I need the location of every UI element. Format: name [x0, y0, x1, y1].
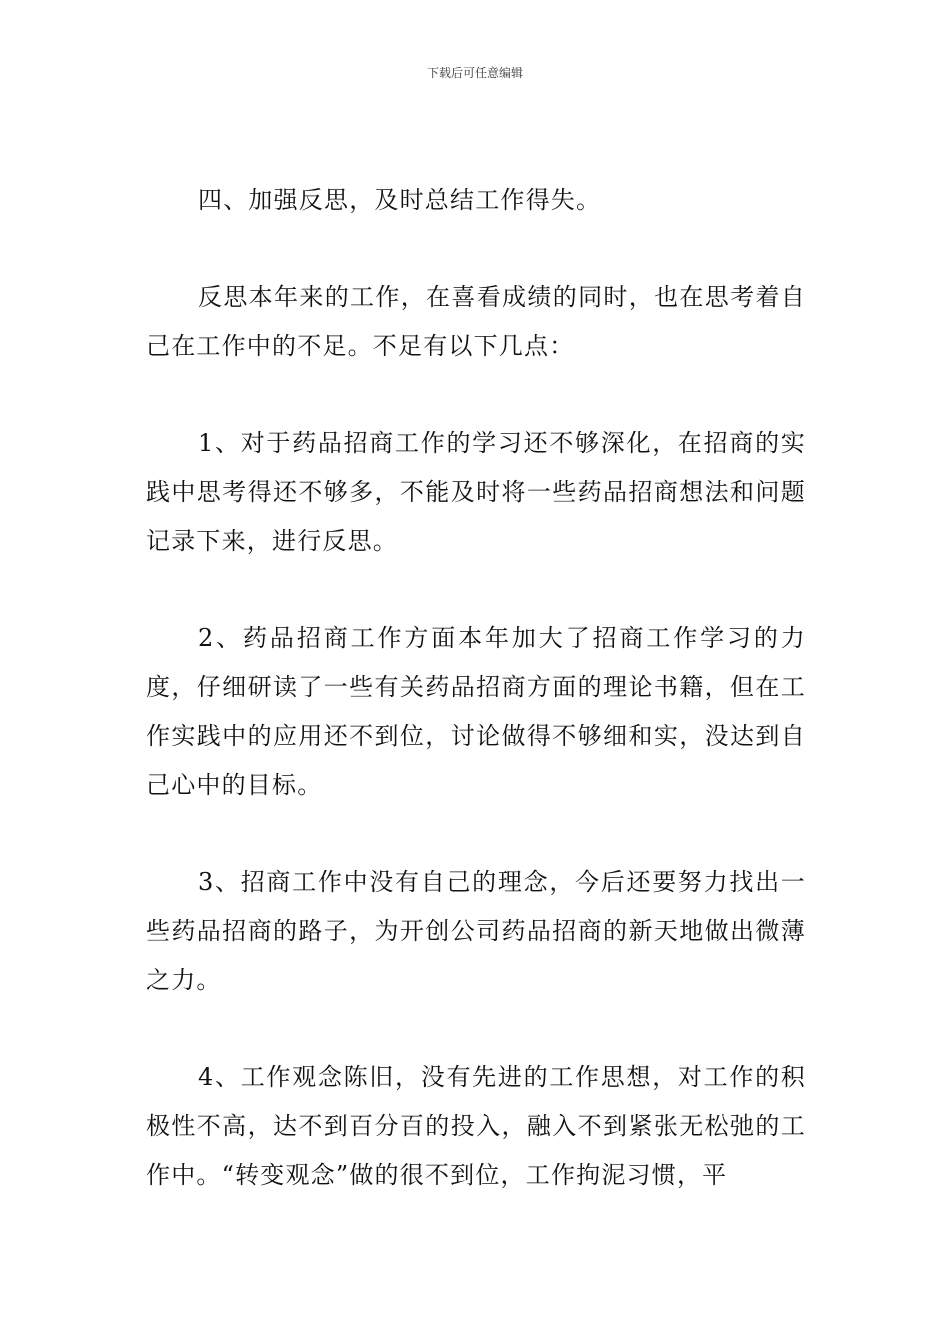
paragraph-item-4: 4、工作观念陈旧，没有先进的工作思想，对工作的积极性不高，达不到百分百的投入，融入不到紧张无松弛的工作中。“转变观念”做的很不到位，工作拘泥习惯，平 [146, 1063, 806, 1189]
paragraph-item-1: 1、对于药品招商工作的学习还不够深化，在招商的实践中思考得还不够多，不能及时将一些药品招商想法和问题记录下来，进行反思。 [146, 429, 806, 555]
paragraph-item-2: 2、药品招商工作方面本年加大了招商工作学习的力度，仔细研读了一些有关药品招商方面的理论书籍，但在工作实践中的应用还不到位，讨论做得不够细和实，没达到自己心中的目标。 [146, 624, 806, 799]
paragraph-intro: 反思本年来的工作，在喜看成绩的同时，也在思考着自己在工作中的不足。不足有以下几点： [146, 283, 806, 360]
paragraph-item-3: 3、招商工作中没有自己的理念，今后还要努力找出一些药品招商的路子，为开创公司药品招商的新天地做出微薄之力。 [146, 868, 806, 994]
document-body [146, 176, 806, 1200]
page-header: 下载后可任意编辑 [426, 66, 523, 80]
section-heading: 四、加强反思，及时总结工作得失。 [198, 186, 602, 214]
